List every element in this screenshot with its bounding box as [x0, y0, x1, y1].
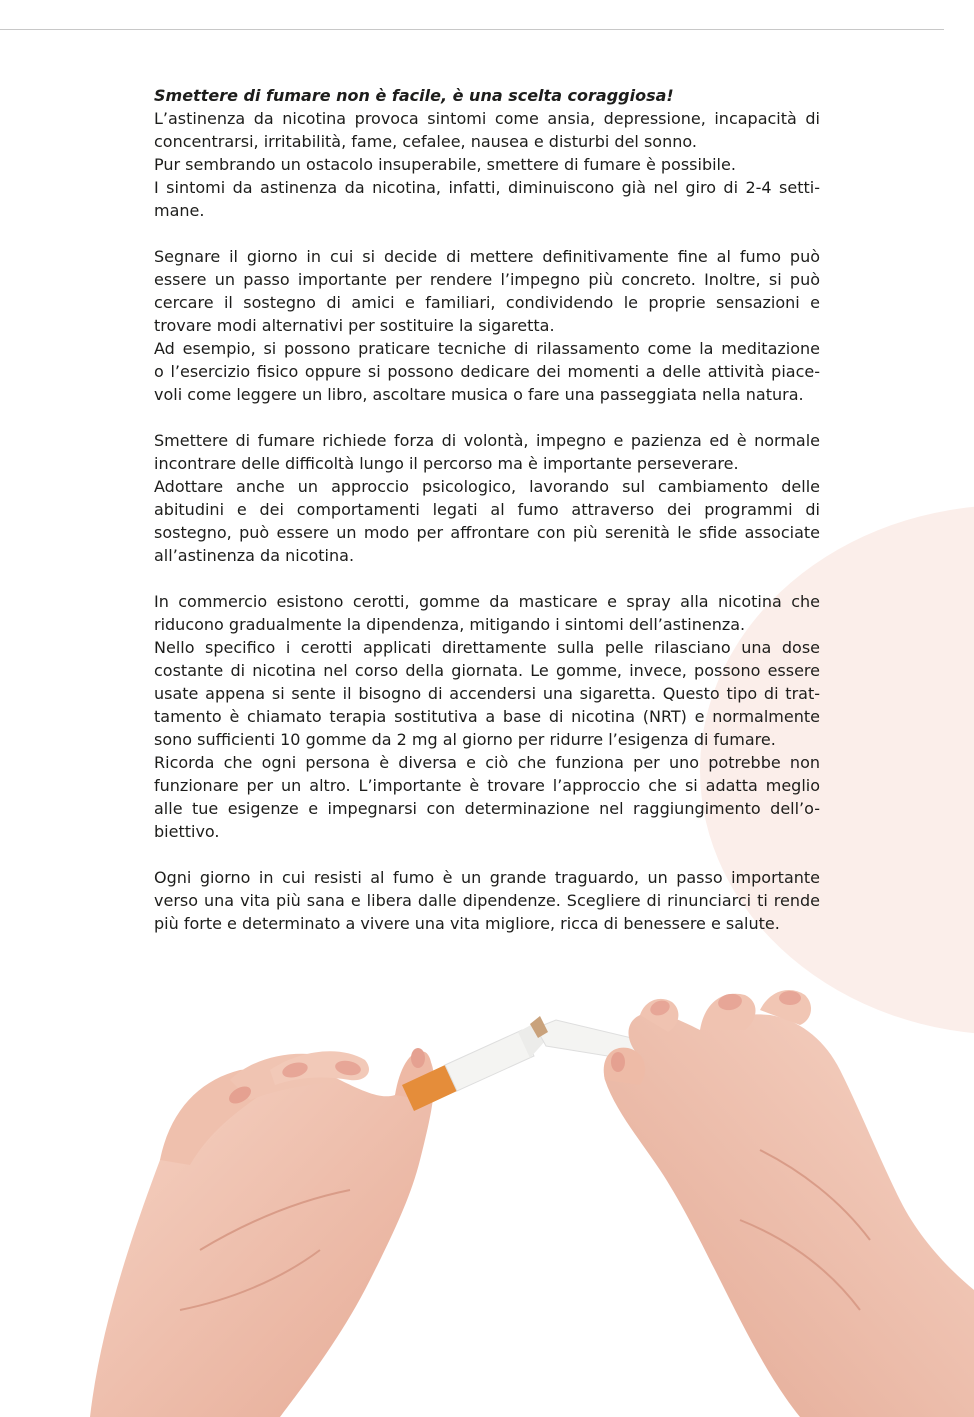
- text-line: essere un passo importante per rendere l’impegno più concreto. Inoltre, si può: [154, 270, 820, 289]
- text-line: sostegno, può essere un modo per affrontare con più serenità le sfide associate: [154, 523, 820, 542]
- paragraph: [154, 590, 820, 843]
- text-line: Segnare il giorno in cui si decide di mettere definitivamente fine al fumo può: [154, 247, 820, 266]
- text-line: alle tue esigenze e impegnarsi con determinazione nel raggiungimento dell’o-: [154, 799, 820, 818]
- lead-heading: Smettere di fumare non è facile, è una scelta coraggiosa!: [154, 86, 674, 105]
- text-line: Ricorda che ogni persona è diversa e ciò che funziona per uno potrebbe non: [154, 753, 820, 772]
- text-line: abitudini e dei comportamenti legati al fumo attraverso dei programmi di: [154, 500, 820, 519]
- text-line: tamento è chiamato terapia sostitutiva a base di nicotina (NRT) e normalmente: [154, 707, 820, 726]
- text-line: voli come leggere un libro, ascoltare musica o fare una passeggiata nella natura.: [154, 385, 804, 404]
- text-line: In commercio esistono cerotti, gomme da masticare e spray alla nicotina che: [154, 592, 820, 611]
- paragraph: [154, 84, 820, 222]
- text-line: mane.: [154, 201, 205, 220]
- text-line: trovare modi alternativi per sostituire la sigaretta.: [154, 316, 555, 335]
- text-line: verso una vita più sana e libera dalle dipendenze. Scegliere di rinunciarci ti rende: [154, 891, 820, 910]
- text-line: costante di nicotina nel corso della giornata. Le gomme, invece, possono essere: [154, 661, 820, 680]
- text-line: Ad esempio, si possono praticare tecniche di rilassamento come la meditazione: [154, 339, 820, 358]
- text-line: Nello specifico i cerotti applicati direttamente sulla pelle rilasciano una dose: [154, 638, 820, 657]
- text-line: più forte e determinato a vivere una vita migliore, ricca di benessere e salute.: [154, 914, 780, 933]
- text-line: sono sufficienti 10 gomme da 2 mg al giorno per ridurre l’esigenza di fumare.: [154, 730, 776, 749]
- article-body: [154, 84, 820, 958]
- text-line: biettivo.: [154, 822, 220, 841]
- text-line: funzionare per un altro. L’importante è trovare l’approccio che si adatta meglio: [154, 776, 820, 795]
- text-line: concentrarsi, irritabilità, fame, cefalee, nausea e disturbi del sonno.: [154, 132, 697, 151]
- text-line: Adottare anche un approccio psicologico, lavorando sul cambiamento delle: [154, 477, 820, 496]
- text-line: riducono gradualmente la dipendenza, mitigando i sintomi dell’astinenza.: [154, 615, 746, 634]
- text-line: all’astinenza da nicotina.: [154, 546, 355, 565]
- text-line: incontrare delle difficoltà lungo il percorso ma è importante perseverare.: [154, 454, 739, 473]
- text-line: Ogni giorno in cui resisti al fumo è un grande traguardo, un passo importante: [154, 868, 820, 887]
- right-hand: [604, 990, 974, 1417]
- left-hand: [90, 1048, 434, 1417]
- text-line: I sintomi da astinenza da nicotina, infatti, diminuiscono già nel giro di 2-4 setti-: [154, 178, 820, 197]
- text-line: o l’esercizio fisico oppure si possono dedicare dei momenti a delle attività piace-: [154, 362, 820, 381]
- text-line: usate appena si sente il bisogno di accendersi una sigaretta. Questo tipo di trat-: [154, 684, 820, 703]
- text-line: Pur sembrando un ostacolo insuperabile, smettere di fumare è possibile.: [154, 155, 736, 174]
- text-line: Smettere di fumare richiede forza di volontà, impegno e pazienza ed è normale: [154, 431, 820, 450]
- text-line: L’astinenza da nicotina provoca sintomi come ansia, depressione, incapacità di: [154, 109, 820, 128]
- hands-breaking-cigarette-icon: [0, 980, 974, 1417]
- text-line: cercare il sostegno di amici e familiari, condividendo le proprie sensazioni e: [154, 293, 820, 312]
- paragraph: [154, 245, 820, 406]
- paragraph: [154, 429, 820, 567]
- paragraph: [154, 866, 820, 935]
- top-divider: [0, 29, 944, 30]
